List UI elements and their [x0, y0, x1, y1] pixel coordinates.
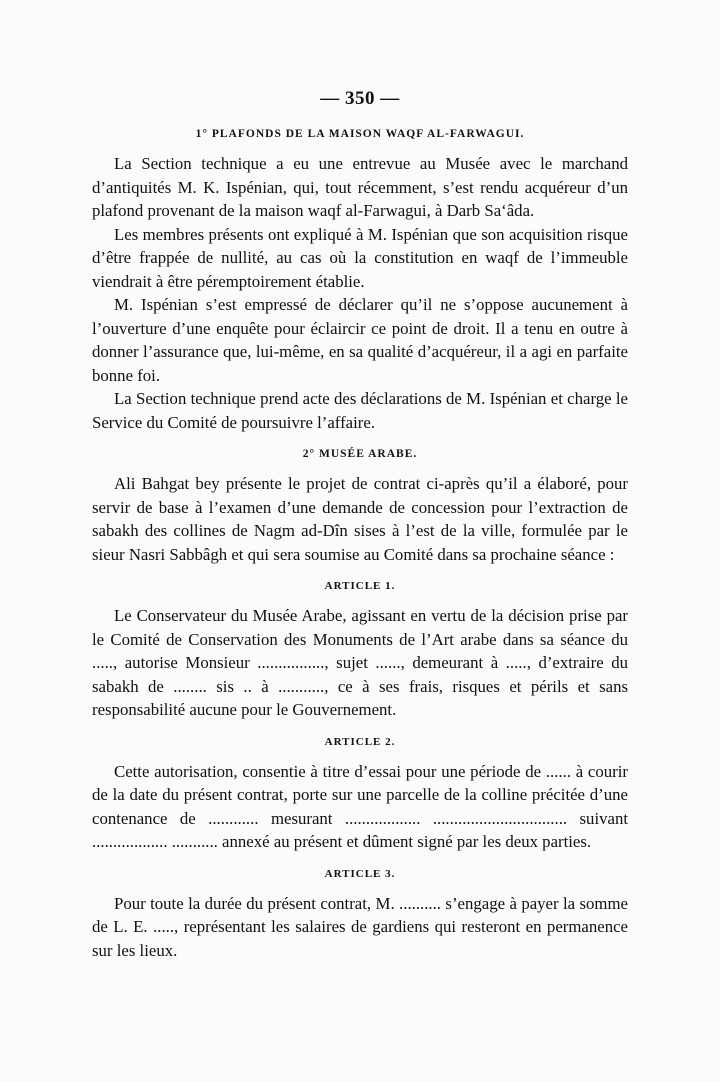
article-text-2: Cette autorisation, consentie à titre d’essai pour une période de ...... à courir de la date du présent contrat, porte sur une parcelle de la colline précitée d’une contenance de ............ mesurant .................. ................................ suivant .................. ........... annexé au présent et dûment signé par les deux parties. [92, 761, 628, 851]
text-column [92, 88, 628, 962]
section-heading-musee-arabe: 2° MUSÉE ARABE. [302, 448, 418, 460]
section-heading-plafonds: 1° PLAFONDS DE LA MAISON WAQF AL-FARWAGUI. [195, 128, 525, 140]
paragraph: La Section technique a eu une entrevue au Musée avec le marchand d’antiquités M. K. Ispénian, qui, tout récemment, s’est rendu acquéreur d’un plafond provenant de la maison waqf al-Farwagui, à Darb Sa‘âda. [92, 154, 628, 220]
paragraph: Les membres présents ont expliqué à M. Ispénian que son acquisition risque d’être frappée de nullité, au cas où la constitution en waqf de l’immeuble viendrait à être péremptoirement établie. [92, 224, 628, 291]
paragraph: La Section technique prend acte des déclarations de M. Ispénian et charge le Service du Comité de poursuivre l’affaire. [92, 389, 628, 432]
article-text-1: Le Conservateur du Musée Arabe, agissant en vertu de la décision prise par le Comité de Conservation des Monuments de l’Art arabe dans sa séance du ....., autorise Monsieur ................, sujet ......, demeurant à ....., d’extraire du sabakh de ........ sis .. à ..........., ce à ses frais, risques et périls et sans responsabilité aucune pour le Gouvernement. [92, 606, 628, 719]
paragraph-intro: Ali Bahgat bey présente le projet de contrat ci-après qu’il a élaboré, pour servir de base à l’examen d’une demande de concession pour l’extraction de sabakh des collines de Nagm ad-Dîn sises à l’est de la ville, formulée par le sieur Nasri Sabbâgh et qui sera soumise au Comité dans sa prochaine séance : [92, 474, 628, 564]
article-heading-2: ARTICLE 2. [324, 735, 396, 748]
page-number: — 350 — [320, 88, 400, 109]
paragraph: M. Ispénian s’est empressé de déclarer qu’il ne s’oppose aucunement à l’ouverture d’une enquête pour éclaircir ce point de droit. Il a tenu en outre à donner l’assurance que, lui-même, en sa qualité d’acquéreur, il a agi en parfaite bonne foi. [92, 295, 628, 385]
article-heading-3: ARTICLE 3. [324, 867, 396, 880]
article-text-3: Pour toute la durée du présent contrat, M. .......... s’engage à payer la somme de L. E. ....., représentant les salaires de gardiens qui resteront en permanence sur les lieux. [92, 893, 628, 960]
section-plafonds-body [92, 152, 628, 434]
article-heading-1: ARTICLE 1. [324, 580, 396, 592]
